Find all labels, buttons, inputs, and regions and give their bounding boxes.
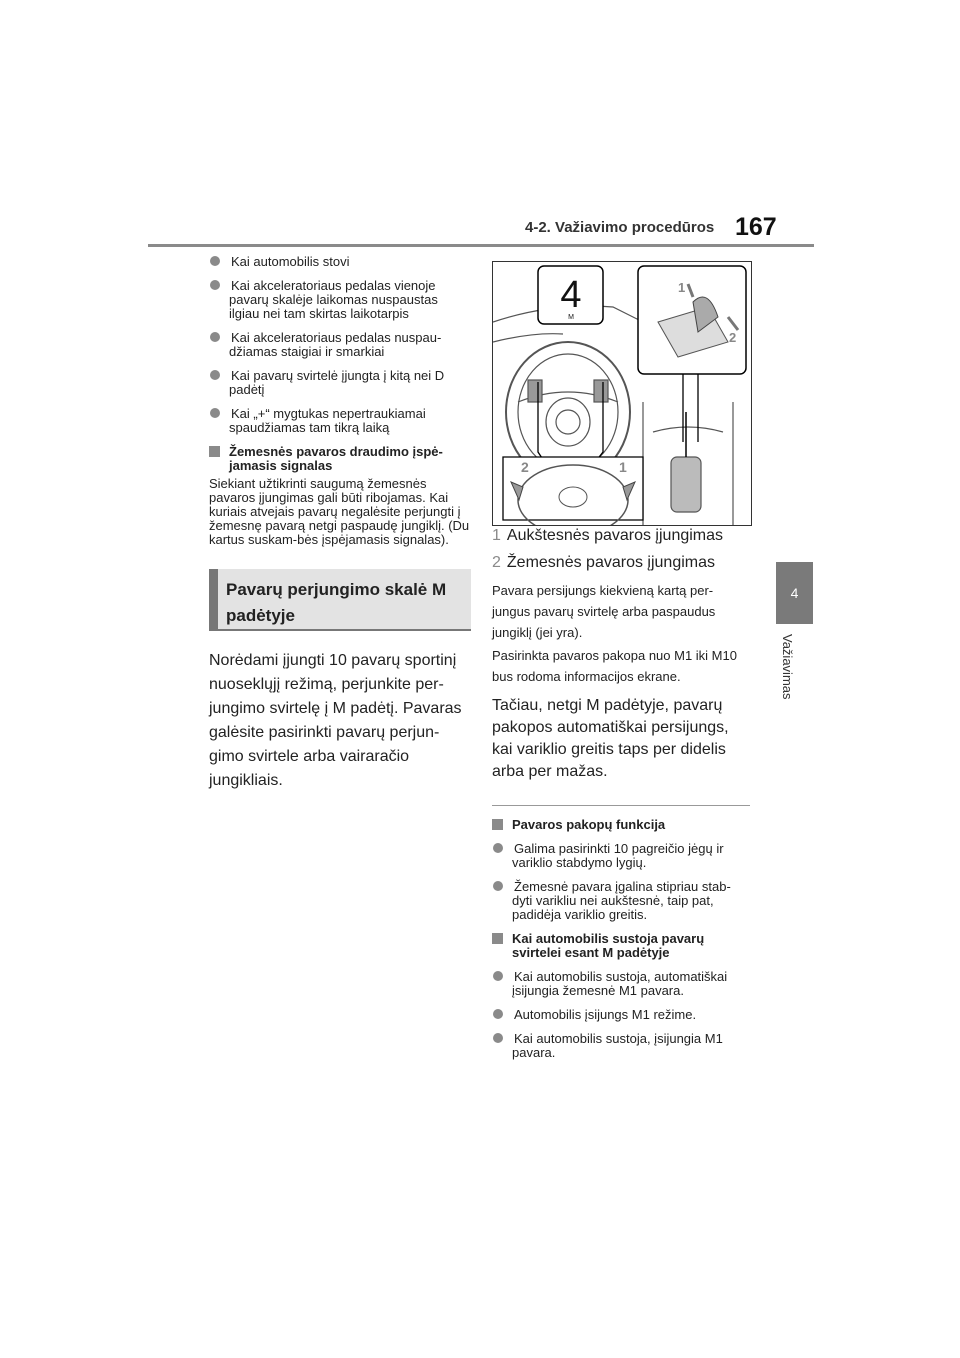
list-item: Kai automobilis sustoja, automatiškai įsijungia žemesnė M1 pavara. — [492, 970, 750, 998]
dashboard-drawing — [493, 262, 751, 525]
list-item: Kai automobilis stovi — [209, 255, 471, 269]
list-item: Automobilis įsijungs M1 režime. — [492, 1008, 750, 1022]
list-item: Galima pasirinkti 10 pagreičio jėgų ir variklio stabdymo lygių. — [492, 842, 750, 870]
numbered-item: 1 Aukštesnės pavaros įjungimas — [492, 527, 724, 544]
section-title-box — [209, 569, 471, 631]
list-item: Žemesnė pavara įgalina stipriau stab-dyti varikliu nei aukštesnė, taip pat, padidėja variklio greitis. — [492, 880, 750, 922]
paragraph: Pavara persijungs kiekvieną kartą per-jungus pavarų svirtelę arba paspaudus jungiklį (jei yra). — [492, 583, 716, 640]
subheading: Pavaros pakopų funkcija — [492, 818, 750, 832]
subheading: Kai automobilis sustoja pavarų svirtelei esant M padėtyje — [492, 932, 750, 960]
paragraph: Tačiau, netgi M padėtyje, pavarų pakopos automatiškai persijungs, kai variklio greitis taps per didelis arba per mažas. — [492, 697, 729, 780]
section-body: Norėdami įjungti 10 pavarų sportinį nuoseklųjį režimą, perjunkite per-jungimo svirtelę į M padėtį. Pavaras galėsite pasirinkti pavarų perjun-gimo svirtele arba vairaračio jungikliais. — [209, 652, 462, 789]
section-header: 4-2. Važiavimo procedūros — [525, 219, 715, 236]
callout-right-paddle: 1 — [619, 459, 627, 475]
right-column — [492, 526, 750, 1070]
gear-display-mode: M — [568, 314, 574, 321]
list-item: Kai pavarų svirtelė įjungta į kitą nei D padėtį — [209, 369, 471, 397]
list-item: Kai „+“ mygtukas nepertraukiamai spaudžiamas tam tikrą laiką — [209, 407, 471, 435]
header-divider — [148, 244, 814, 247]
page-number: 167 — [735, 213, 777, 241]
steering-paddle-illustration — [492, 261, 752, 526]
chapter-label: Važiavimas — [780, 634, 795, 700]
section-title-line: Pavarų perjungimo skalė M — [226, 580, 447, 599]
list-item: Kai akceleratoriaus pedalas vienoje pavarų skalėje laikomas nuspaustas ilgiau nei tam skirtas laikotarpis — [209, 279, 471, 321]
numbered-item: 2 Žemesnės pavaros įjungimas — [492, 554, 715, 571]
list-item: Kai akceleratoriaus pedalas nuspau-džiamas staigiai ir smarkiai — [209, 331, 471, 359]
warning-heading: Žemesnės pavaros draudimo įspė-jamasis signalas — [209, 445, 471, 473]
callout-left-paddle: 2 — [521, 459, 529, 475]
chapter-tab: 4 — [776, 562, 813, 624]
section-title-line: padėtyje — [226, 606, 295, 625]
divider — [492, 805, 750, 806]
paragraph: Pasirinkta pavaros pakopa nuo M1 iki M10 bus rodoma informacijos ekrane. — [492, 648, 737, 684]
left-column — [209, 255, 471, 793]
gear-display-digit: 4 — [560, 274, 582, 316]
callout-upshift: 1 — [678, 280, 686, 295]
list-item: Kai automobilis sustoja, įsijungia M1 pavara. — [492, 1032, 750, 1060]
callout-downshift: 2 — [729, 330, 737, 345]
warning-text: Siekiant užtikrinti saugumą žemesnės pavaros įjungimas gali būti ribojamas. Kai kuriais atvejais pavarų negalėsite perjungti į žemesnę pavarą netgi paspaudę jungiklį. (Du kartus suskam-bės įspėjamasis signalas). — [209, 476, 470, 547]
